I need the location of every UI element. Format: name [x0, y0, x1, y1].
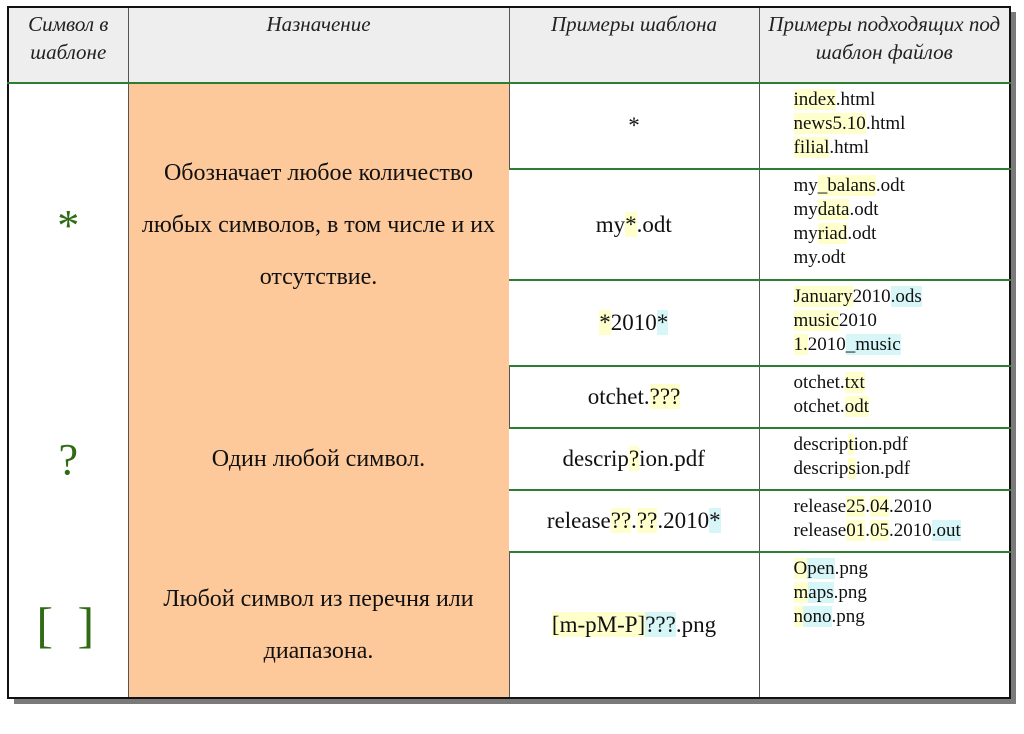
- text-segment: release: [793, 520, 847, 541]
- pattern-text: [599, 310, 668, 335]
- highlighted-segment: January: [793, 286, 853, 307]
- file-name: [794, 605, 1010, 629]
- file-name: [794, 395, 1010, 419]
- pattern-text: [588, 384, 681, 409]
- files-list: [794, 495, 1010, 543]
- header-purpose: Назначение: [128, 7, 509, 83]
- header-examples: Примеры шаблона: [509, 7, 759, 83]
- file-name: [794, 433, 1010, 457]
- highlighted-segment: 05: [869, 520, 889, 541]
- text-segment: my: [595, 211, 626, 237]
- highlighted-segment: m: [793, 582, 809, 603]
- highlighted-segment: aps: [808, 582, 834, 603]
- pattern-cell: [509, 280, 759, 366]
- highlighted-segment: *: [656, 310, 669, 335]
- text-segment: .png: [675, 612, 717, 637]
- files-cell: [759, 169, 1010, 280]
- file-name: [794, 333, 1010, 357]
- files-cell: [759, 490, 1010, 552]
- highlighted-segment: .ods: [890, 286, 922, 307]
- highlighted-segment: O: [793, 558, 808, 579]
- files-list: [794, 285, 1010, 357]
- text-segment: .2010: [888, 520, 932, 541]
- text-segment: descrip: [562, 446, 629, 471]
- highlighted-segment: t: [848, 434, 854, 455]
- header-files: Примеры подходящих под шаблон файлов: [759, 7, 1010, 83]
- file-name: [794, 222, 1010, 246]
- highlighted-segment: .out: [931, 520, 961, 541]
- highlighted-segment: 25: [846, 496, 866, 517]
- header-symbol: Символ в шаблоне: [8, 7, 128, 83]
- text-segment: .: [865, 520, 870, 541]
- highlighted-segment: *: [599, 310, 611, 335]
- file-name: [794, 285, 1010, 309]
- text-segment: otchet.: [587, 384, 650, 409]
- file-name: [794, 88, 1010, 112]
- file-name: [794, 174, 1010, 198]
- text-segment: my.odt: [793, 247, 846, 268]
- files-cell: [759, 428, 1010, 490]
- header-row: [8, 7, 1010, 83]
- purpose-question: Один любой символ.: [128, 366, 509, 552]
- file-name: [794, 112, 1010, 136]
- text-segment: otchet.: [793, 396, 845, 417]
- text-segment: .: [631, 508, 637, 533]
- file-name: [794, 519, 1010, 543]
- highlighted-segment: 04: [869, 496, 889, 517]
- pattern-cell: [509, 366, 759, 428]
- text-segment: 2010: [838, 310, 877, 331]
- highlighted-segment: 01: [846, 520, 866, 541]
- text-segment: 2010: [852, 286, 891, 307]
- highlighted-segment: ?: [628, 446, 640, 471]
- text-segment: ion.pdf: [853, 434, 909, 455]
- highlighted-segment: txt: [844, 372, 865, 393]
- text-segment: .html: [835, 89, 876, 110]
- highlighted-segment: index: [793, 89, 836, 110]
- files-list: [794, 371, 1010, 419]
- text-segment: my: [793, 223, 818, 244]
- text-segment: .png: [834, 558, 868, 579]
- text-segment: .2010: [657, 508, 710, 533]
- text-segment: .odt: [875, 175, 905, 196]
- files-list: [794, 88, 1010, 160]
- text-segment: .png: [833, 582, 867, 603]
- file-name: [794, 457, 1010, 481]
- table-row: [8, 552, 1010, 698]
- pattern-cell: [509, 552, 759, 698]
- symbol-question: ?: [58, 434, 79, 484]
- text-segment: otchet.: [793, 372, 845, 393]
- highlighted-segment: ono: [803, 606, 832, 627]
- files-list: [794, 433, 1010, 481]
- pattern-cell: [509, 169, 759, 280]
- wildcard-table: [7, 6, 1011, 699]
- highlighted-segment: 1.: [793, 334, 808, 355]
- file-name: [794, 371, 1010, 395]
- text-segment: *: [628, 113, 640, 138]
- text-segment: release: [793, 496, 847, 517]
- text-segment: my: [793, 199, 818, 220]
- pattern-text: [563, 446, 705, 471]
- highlighted-segment: n: [793, 606, 803, 627]
- highlighted-segment: filial: [793, 137, 830, 158]
- highlighted-segment: s: [848, 458, 856, 479]
- pattern-text: [596, 212, 672, 237]
- table-row: [8, 83, 1010, 169]
- file-name: [794, 309, 1010, 333]
- highlighted-segment: ???: [649, 384, 681, 409]
- highlighted-segment: riad: [817, 223, 848, 244]
- text-segment: 2010: [807, 334, 846, 355]
- file-name: [794, 495, 1010, 519]
- text-segment: my: [793, 175, 818, 196]
- highlighted-segment: _balans: [817, 175, 876, 196]
- symbol-star: *: [57, 200, 80, 250]
- files-cell: [759, 280, 1010, 366]
- purpose-brackets: Любой символ из перечня или диапазона.: [128, 552, 509, 698]
- file-name: [794, 581, 1010, 605]
- text-segment: ion.pdf: [639, 446, 705, 471]
- highlighted-segment: music: [793, 310, 839, 331]
- highlighted-segment: *: [709, 508, 721, 533]
- text-segment: release: [546, 508, 611, 533]
- highlighted-segment: odt: [844, 396, 869, 417]
- text-segment: descrip: [793, 458, 849, 479]
- text-segment: .html: [829, 137, 869, 158]
- files-cell: [759, 552, 1010, 698]
- pattern-text: [547, 508, 721, 533]
- highlighted-segment: data: [817, 199, 850, 220]
- pattern-cell: [509, 428, 759, 490]
- text-segment: .odt: [847, 223, 877, 244]
- files-list: [794, 174, 1010, 270]
- text-segment: .odt: [849, 199, 879, 220]
- highlighted-segment: ??: [610, 508, 632, 533]
- files-cell: [759, 83, 1010, 169]
- file-name: [794, 198, 1010, 222]
- text-segment: descrip: [793, 434, 849, 455]
- file-name: [794, 557, 1010, 581]
- highlighted-segment: ??: [636, 508, 658, 533]
- file-name: [794, 136, 1010, 160]
- file-name: [794, 246, 1010, 270]
- text-segment: 2010: [610, 310, 657, 335]
- files-list: [794, 557, 1010, 629]
- pattern-text: [552, 612, 716, 637]
- pattern-text: [628, 113, 640, 138]
- highlighted-segment: _music: [845, 334, 901, 355]
- text-segment: .2010: [888, 496, 932, 517]
- files-cell: [759, 366, 1010, 428]
- highlighted-segment: news5.10: [793, 113, 866, 134]
- purpose-star: Обозначает любое количество любых символов, в том числе и их отсутствие.: [128, 83, 509, 366]
- text-segment: .png: [831, 606, 865, 627]
- text-segment: .odt: [636, 211, 672, 237]
- highlighted-segment: *: [625, 211, 637, 237]
- text-segment: .html: [865, 113, 906, 134]
- table-row: [8, 366, 1010, 428]
- text-segment: ion.pdf: [855, 458, 911, 479]
- text-segment: .: [865, 496, 870, 517]
- pattern-cell: [509, 83, 759, 169]
- symbol-brackets: [ ]: [36, 596, 101, 653]
- highlighted-segment: ???: [645, 612, 676, 637]
- pattern-cell: [509, 490, 759, 552]
- highlighted-segment: pen: [807, 558, 835, 579]
- highlighted-segment: [m-pM-P]: [551, 612, 646, 637]
